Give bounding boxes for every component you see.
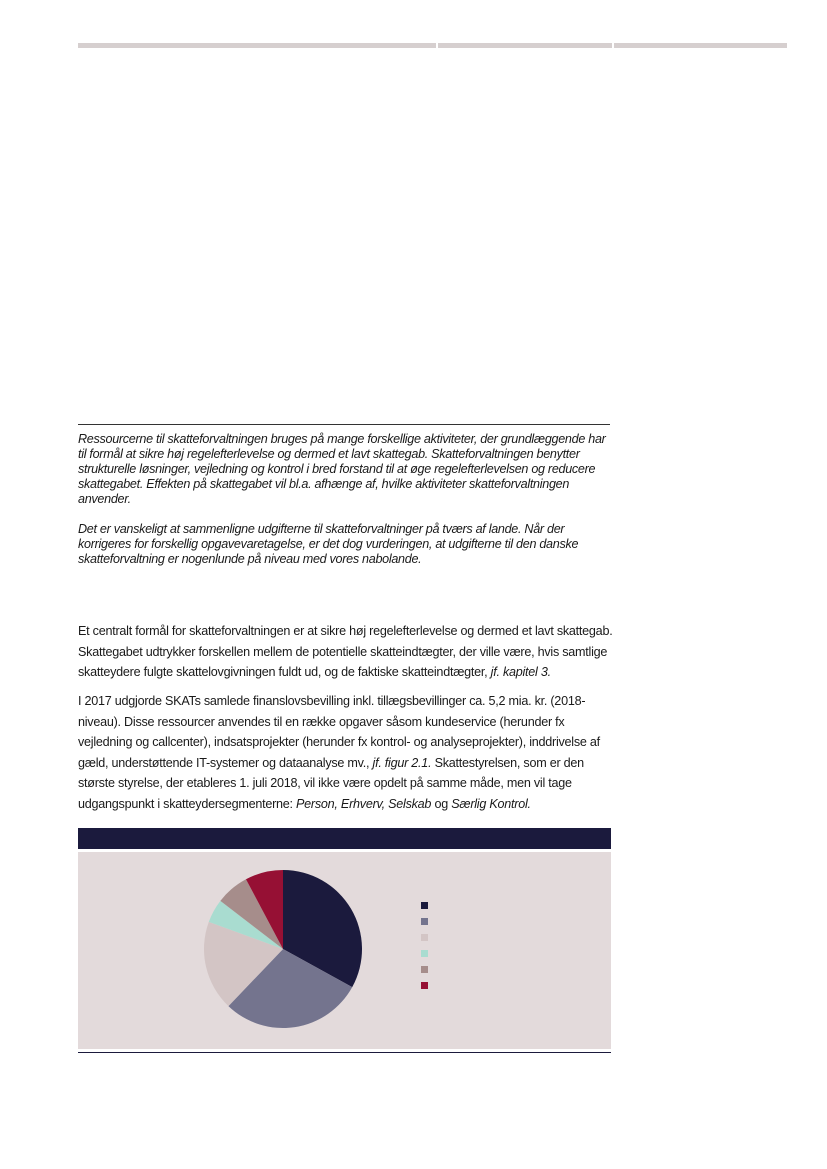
chapter-reference: jf. kapitel 3.: [490, 665, 551, 679]
header-rule-left: [78, 43, 436, 48]
legend-swatch: [421, 902, 428, 909]
legend-swatch: [421, 982, 428, 989]
body-paragraph-2: [78, 691, 613, 814]
p2-og: og: [431, 796, 452, 811]
summary-paragraph-2: Det er vanskeligt at sammenligne udgifterne til skatteforvaltninger på tværs af lande. Når der korrigeres for forskellig opgavevaretagelse, er det dog vurderingen, at udgifterne til den danske skatteforvaltning er nogenlunde på niveau med vores nabolande.: [78, 522, 579, 566]
pie-chart: [204, 870, 362, 1028]
figure-bottom-rule: [78, 1052, 611, 1053]
p2-text-b: Skattestyrelsen, som er den største styrelse, der etableres 1. juli 2018, vil ikke være opdelt på samme måde, men vil tage udgangspunkt i skatteydersegmenterne:: [78, 755, 584, 811]
p1-text: Et centralt formål for skatteforvaltningen er at sikre høj regelefterlevelse og dermed et lavt skattegab. Skattegabet udtrykker forskellen mellem de potentielle skatteindtægter, der ville være, hvis samtlige skatteydere fulgte skattelovgivningen fuldt ud, og de faktiske skatteindtægter,: [78, 624, 613, 679]
summary-divider: [78, 424, 610, 425]
legend-swatch: [421, 934, 428, 941]
legend-swatch: [421, 950, 428, 957]
legend-swatch: [421, 918, 428, 925]
figure-reference: jf. figur 2.1.: [372, 755, 432, 770]
body-paragraph-1: [78, 621, 613, 683]
summary-box: [78, 432, 612, 582]
legend-swatch: [421, 966, 428, 973]
header-rule-middle: [438, 43, 612, 48]
header-rule-right: [614, 43, 787, 48]
summary-paragraph-1: Ressourcerne til skatteforvaltningen bruges på mange forskellige aktiviteter, der grundlæggende har til formål at sikre høj regelefterlevelse og dermed et lavt skattegab. Skatteforvaltningen benytter strukturelle løsninger, vejledning og kontrol i bred forstand til at øge regelefterlevelsen og reducere skattegabet. Effekten på skattegabet vil bl.a. afhænge af, hvilke aktiviteter skatteforvaltningen anvender.: [78, 432, 606, 506]
p2-text: I 2017 udgjorde SKATs samlede finanslovsbevilling inkl. tillægsbevillinger ca. 5,2 mia. kr. (2018-niveau). Disse ressourcer anvendes til en række opgaver såsom kundeservice (herunder fx vejledning og callcenter), indsatsprojekter (herunder fx kontrol- og analyseprojekter), inddrivelse af gæld, understøttende IT-systemer og dataanalyse mv.,: [78, 694, 600, 770]
figure-header-bar: [78, 828, 611, 849]
segment-last: Særlig Kontrol.: [451, 796, 531, 811]
segments-list: Person, Erhverv, Selskab: [296, 796, 432, 811]
